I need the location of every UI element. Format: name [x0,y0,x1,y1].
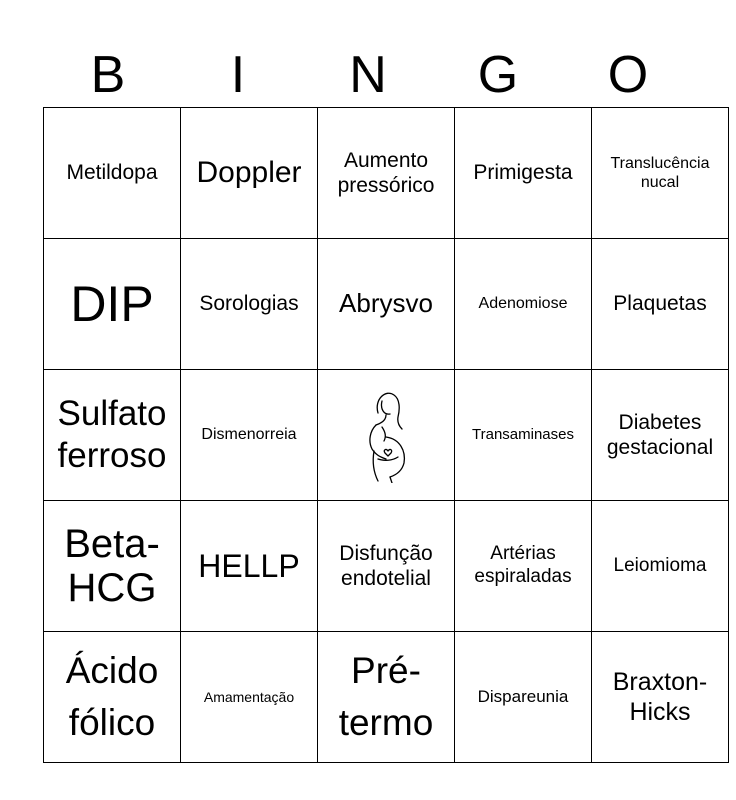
header-letter-b: B [90,46,126,104]
bingo-cell: Primigesta [455,108,592,239]
bingo-board [43,107,729,763]
board-row [44,370,729,501]
bingo-cell: Adenomiose [455,239,592,370]
free-space-cell [318,370,455,501]
bingo-cell: Braxton-Hicks [592,632,729,763]
bingo-cell: Ácido fólico [44,632,181,763]
bingo-cell: Beta-HCG [44,501,181,632]
bingo-cell: Dispareunia [455,632,592,763]
bingo-cell: Doppler [181,108,318,239]
bingo-cell: Sorologias [181,239,318,370]
pregnant-woman-icon [356,387,416,483]
bingo-cell: Abrysvo [318,239,455,370]
bingo-cell: DIP [44,239,181,370]
bingo-cell: Disfunção endotelial [318,501,455,632]
bingo-cell: Diabetes gestacional [592,370,729,501]
bingo-cell: Aumento pressórico [318,108,455,239]
bingo-cell: Pré-termo [318,632,455,763]
bingo-cell: Artérias espiraladas [455,501,592,632]
bingo-cell: Plaquetas [592,239,729,370]
bingo-cell: Metildopa [44,108,181,239]
board-row [44,501,729,632]
header-letter-g: G [477,46,519,104]
board-row [44,108,729,239]
header-letter-o: O [607,46,649,104]
header-letter-i: I [230,46,246,104]
bingo-cell: Dismenorreia [181,370,318,501]
bingo-header [43,44,693,106]
bingo-cell: Amamentação [181,632,318,763]
header-letter-n: N [349,46,387,104]
board-row [44,239,729,370]
bingo-cell: Sulfato ferroso [44,370,181,501]
board-row [44,632,729,763]
bingo-cell: HELLP [181,501,318,632]
bingo-cell: Translucência nucal [592,108,729,239]
bingo-cell: Leiomioma [592,501,729,632]
bingo-cell: Transaminases [455,370,592,501]
